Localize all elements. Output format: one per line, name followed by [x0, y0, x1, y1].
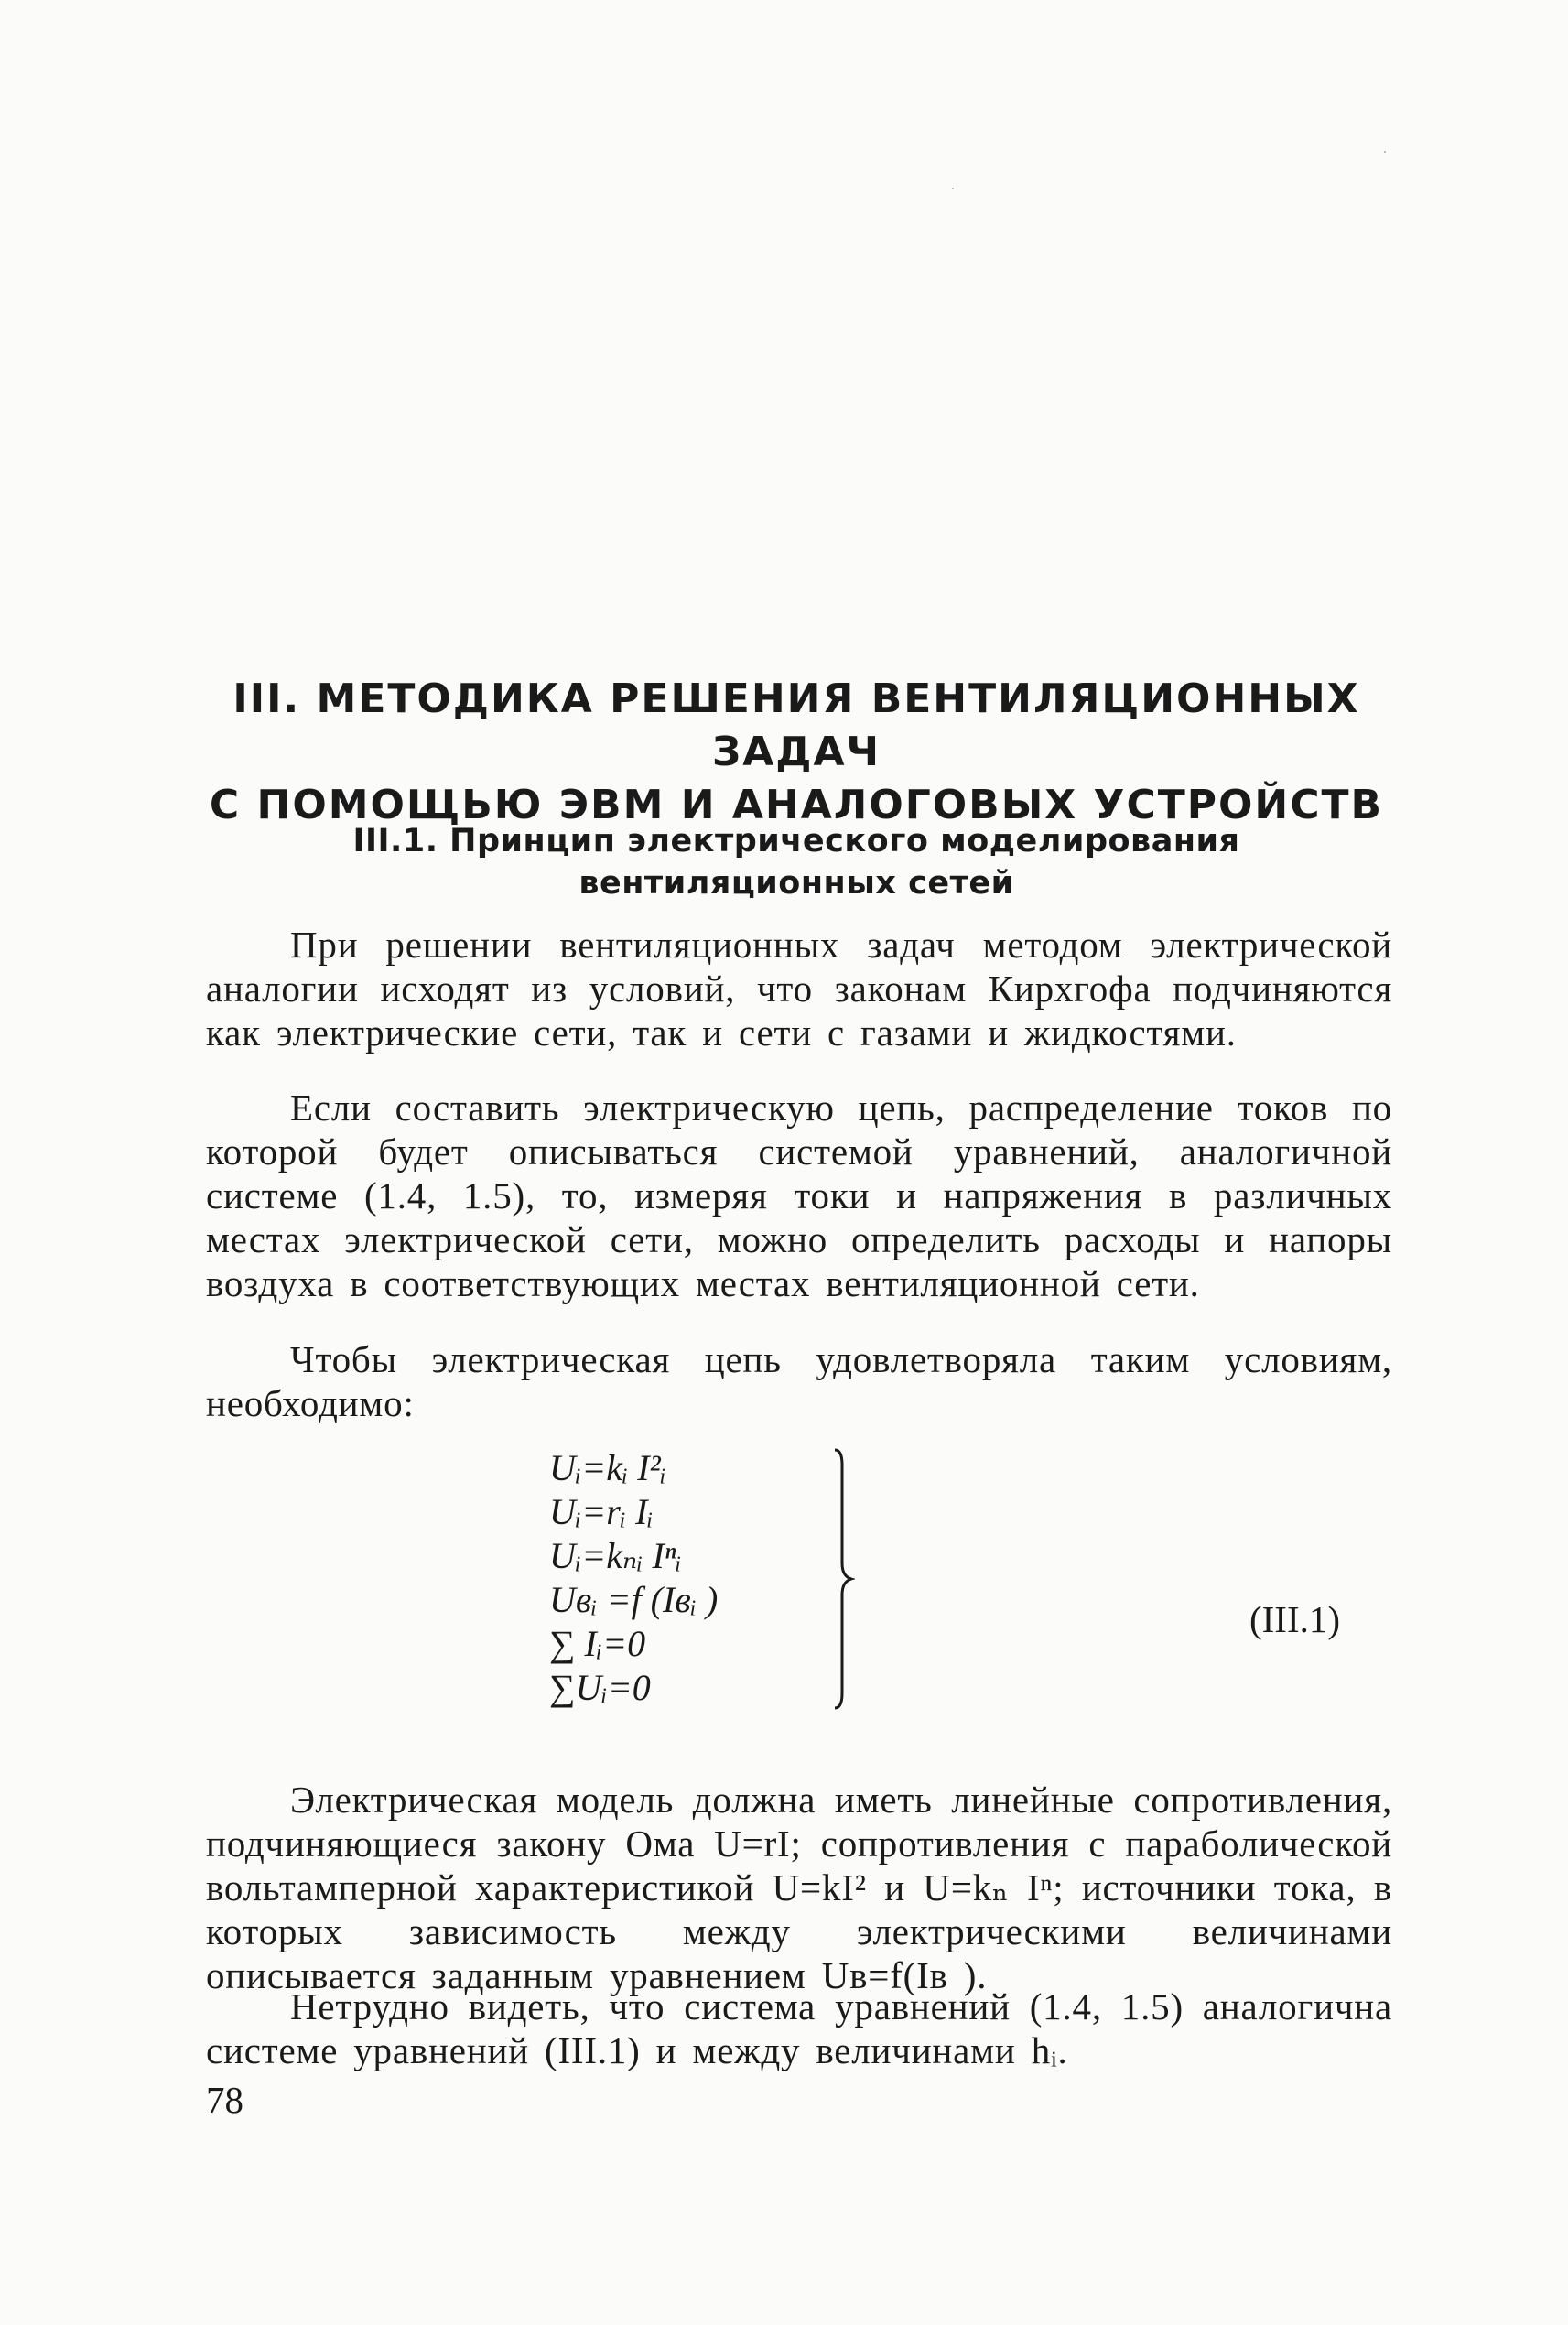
paragraph-1-text: При решении вентиляционных задач методом электрической аналогии исходят из условий, что законам Кирхгофа подчиняются как электрические сети, так и сети с газами и жидкостями. — [206, 924, 1392, 1054]
paragraph-2-text: Если составить электрическую цепь, распределение токов по которой будет описываться системой уравнений, аналогичной системе (1.4, 1.5), то, измеряя токи и напряжения в различных местах электрической сети, можно определить расходы и напоры воздуха в соответствующих местах вентиляционной сети. — [206, 1087, 1392, 1304]
section-title-line-1: III.1. Принцип электрического моделирования — [352, 823, 1240, 860]
scan-speck — [1384, 151, 1386, 153]
paragraph-5-text: Нетрудно видеть, что система уравнений (1.4, 1.5) аналогична системе уравнений (III.1) и между величинами hᵢ. — [206, 1985, 1392, 2071]
equation-line-2: Uᵢ=rᵢ Iᵢ — [549, 1491, 654, 1532]
equation-brace — [833, 1446, 855, 1712]
chapter-title-line-2: С ПОМОЩЬЮ ЭВМ И АНАЛОГОВЫХ УСТРОЙСТВ — [209, 782, 1384, 828]
equation-line-5: ∑ Iᵢ=0 — [549, 1623, 646, 1664]
equation-number: (III.1) — [1249, 1598, 1341, 1640]
section-title-line-2: вентиляционных сетей — [579, 865, 1014, 902]
paragraph-2 — [206, 1086, 1392, 1305]
equation-system — [549, 1446, 851, 1710]
paragraph-4-text: Электрическая модель должна иметь линейные сопротивления, подчиняющиеся закону Ома U=rI; сопротивления с параболической вольтамперной характеристикой U=kI² и U=kₙ Iⁿ; источники тока, в которых зависимость между электрическими величинами описывается заданным уравнением Uв=f(Iв ). — [206, 1779, 1392, 1996]
paragraph-3 — [206, 1337, 1392, 1425]
paragraph-1 — [206, 923, 1392, 1054]
section-title — [201, 820, 1391, 904]
paragraph-5 — [206, 1984, 1392, 2072]
scan-speck — [952, 188, 954, 189]
equation-line-4: Uвᵢ =f (Iвᵢ ) — [549, 1579, 719, 1620]
page-number: 78 — [206, 2079, 243, 2121]
chapter-title — [201, 673, 1391, 832]
equation-line-1: Uᵢ=kᵢ I²ᵢ — [549, 1447, 666, 1488]
equation-line-3: Uᵢ=kₙᵢ Iⁿᵢ — [549, 1535, 682, 1576]
equation-line-6: ∑Uᵢ=0 — [549, 1667, 651, 1708]
paragraph-3-text: Чтобы электрическая цепь удовлетворяла таким условиям, необходимо: — [206, 1338, 1392, 1424]
paragraph-4 — [206, 1778, 1392, 1997]
chapter-title-line-1: III. МЕТОДИКА РЕШЕНИЯ ВЕНТИЛЯЦИОННЫХ ЗАДАЧ — [232, 676, 1360, 775]
